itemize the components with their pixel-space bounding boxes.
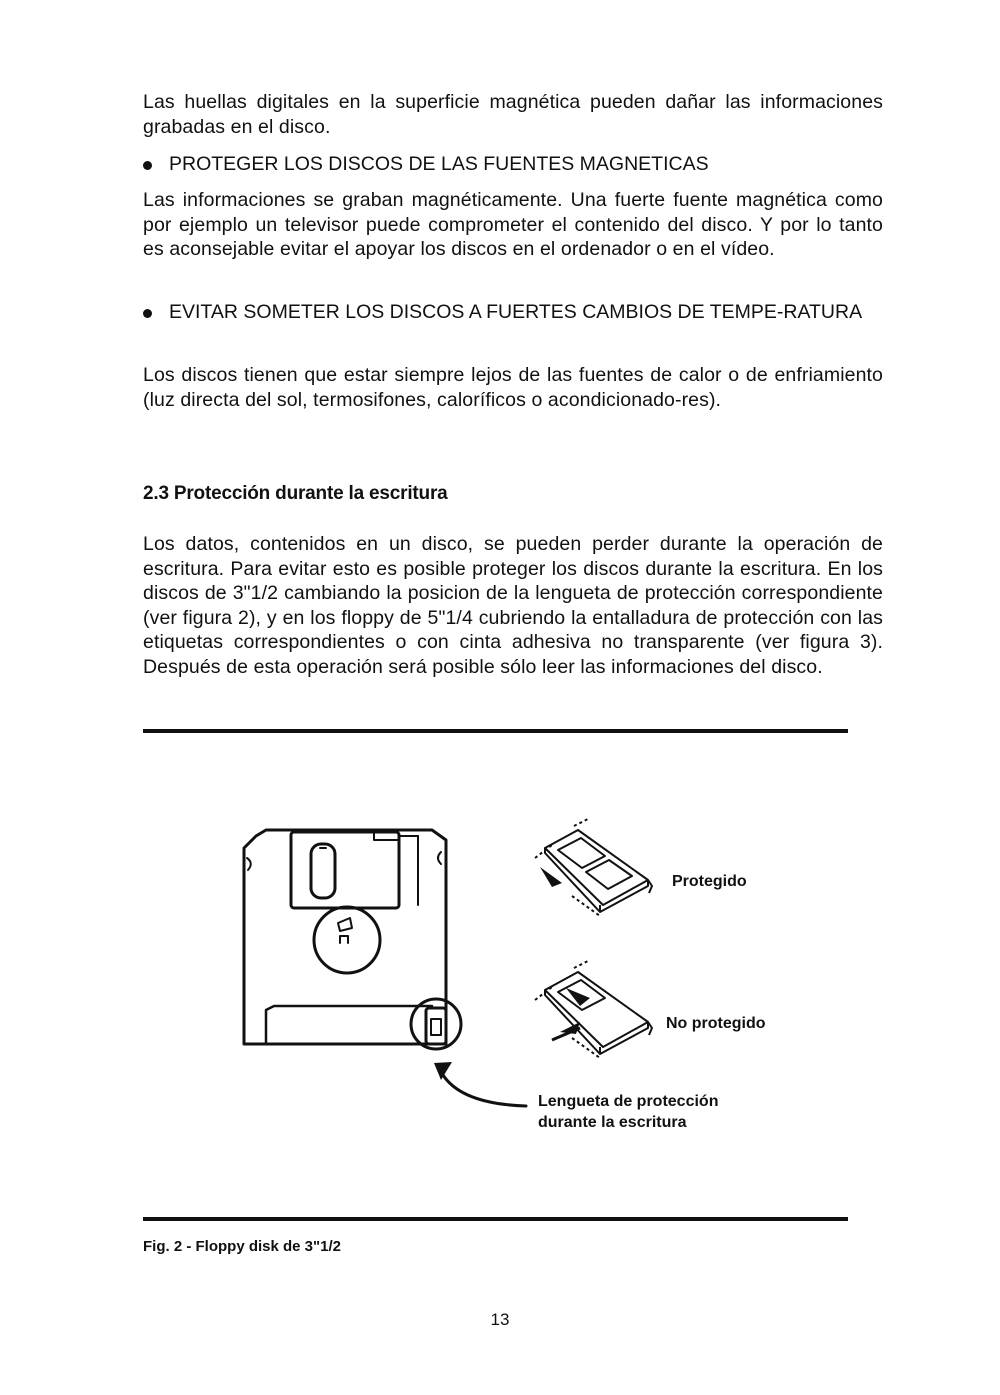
bullet-temperature-text: EVITAR SOMETER LOS DISCOS A FUERTES CAMBIOS DE TEMPE-RATURA [169,301,863,323]
arrow-protected [540,867,562,887]
label-tab-line1: Lengueta de protección [538,1093,719,1110]
paragraph-magnetic: Las informaciones se graban magnéticamente. Una fuerte fuente magnética como por ejemplo un televisor puede comprometer el contenido del disco. Y por lo tanto es aconsejable evitar el apoyar los discos en el ordenador o en el vídeo. [143,189,883,261]
shutter [291,832,399,908]
label-unprotected: No protegido [666,1015,766,1032]
paragraph-temperature: Los discos tienen que estar siempre lejos de las fuentes de calor o de enfriamiento (luz directa del sol, termosifones, caloríficos o acondicionado-res). [143,364,883,411]
pointer-arrow [443,1075,526,1106]
section-heading: 2.3 Protección durante la escritura [143,483,448,504]
detail-protected [535,818,652,916]
bullet-magnetic-text: PROTEGER LOS DISCOS DE LAS FUENTES MAGNETICAS [169,153,709,175]
paragraph-fingerprints: Las huellas digitales en la superficie magnética pueden dañar las informaciones grabadas en el disco. [143,91,883,138]
paragraph-write-protection: Los datos, contenidos en un disco, se pueden perder durante la operación de escritura. Para evitar esto es posible proteger los discos durante la escritura. En los discos de 3"1/2 cambiando la posicion de la lengueta de protección correspondiente (ver figura 2), y en los floppy de 5"1/4 cubriendo la entalladura de protección con las etiquetas correspondientes o con cinta adhesiva no transparente (ver figura 3). Después de esta operación será posible sólo leer las informaciones del disco. [143,533,883,678]
label-tab-line2: durante la escritura [538,1114,687,1131]
detail-unprotected [535,960,652,1058]
page-number: 13 [490,1310,510,1329]
figure-caption: Fig. 2 - Floppy disk de 3"1/2 [143,1238,341,1255]
label-protected: Protegido [672,873,747,890]
label-area [266,1006,432,1044]
figure-bottom-rule [143,1217,848,1221]
